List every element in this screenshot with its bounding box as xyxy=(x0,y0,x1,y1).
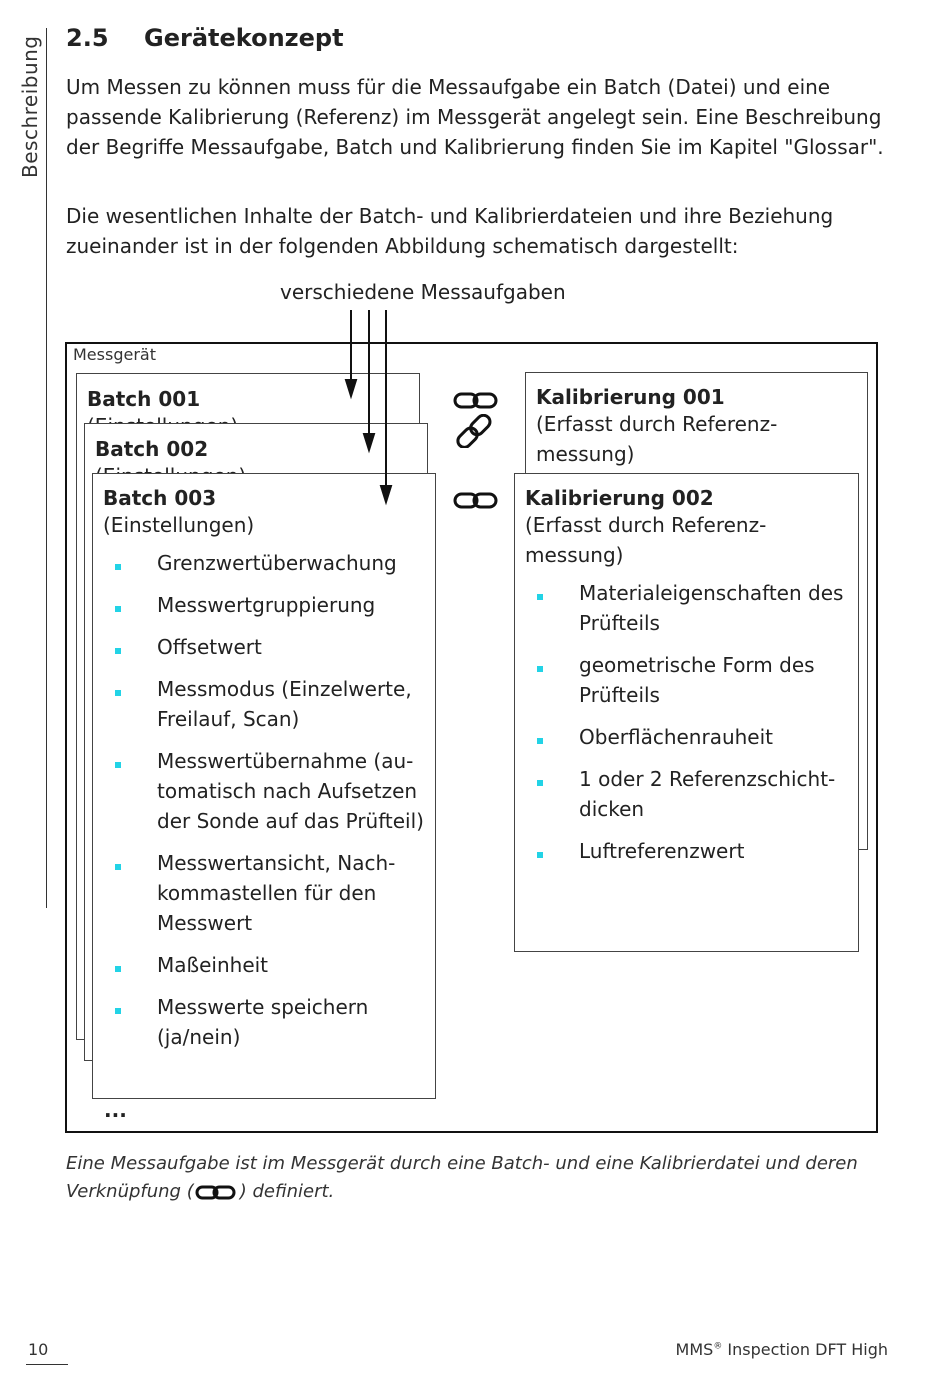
bullet-icon xyxy=(537,852,543,858)
chain-link-icon xyxy=(452,386,502,416)
figure-caption xyxy=(66,1150,896,1206)
list-item: Messwerte speichern (ja/nein) xyxy=(103,992,429,1052)
calibration-card-002 xyxy=(514,473,859,952)
device-frame-label: Messgerät xyxy=(73,345,156,364)
bullet-icon xyxy=(115,606,121,612)
bullet-icon xyxy=(537,594,543,600)
diagram-intro-paragraph: Die wesentlichen Inhalte der Batch- und Kalibrierdateien und ihre Beziehung zueinander ist in der folgenden Abbildung schematisch dargestellt: xyxy=(66,204,834,258)
bullet-icon xyxy=(537,780,543,786)
list-item: Messwertübernahme (au-tomatisch nach Aufsetzen der Sonde auf das Prüfteil) xyxy=(103,746,429,836)
batch-subtitle: (Einstellungen) xyxy=(103,513,255,537)
intro-paragraph: Um Messen zu können muss für die Messaufgabe ein Batch (Datei) und eine passende Kalibrierung (Referenz) im Messgerät angelegt sein. Eine Beschreibung der Begriffe Messaufgabe, Batch und Kalibrierung finden Sie im Kapitel "Glossar". xyxy=(66,75,884,159)
list-item: Luftreferenzwert xyxy=(525,836,852,866)
chain-link-broken-icon xyxy=(450,414,500,448)
batch-title: Batch 001 xyxy=(87,387,201,411)
bullet-icon xyxy=(115,648,121,654)
list-item: Grenzwertüberwachung xyxy=(103,548,429,578)
section-number: 2.5 xyxy=(66,24,109,52)
bullet-icon xyxy=(115,564,121,570)
diagram-top-label: verschiedene Messaufgaben xyxy=(280,280,566,304)
arrow-head-icon xyxy=(364,434,374,450)
bullet-icon xyxy=(115,864,121,870)
more-tasks-ellipsis: ... xyxy=(104,1098,127,1122)
batch-title: Batch 002 xyxy=(95,437,209,461)
calibration-properties-list xyxy=(525,578,852,866)
bullet-icon xyxy=(537,666,543,672)
list-item: Messwertgruppierung xyxy=(103,590,429,620)
chain-link-icon xyxy=(194,1182,240,1202)
chain-link-icon xyxy=(452,486,502,516)
bullet-icon xyxy=(537,738,543,744)
calibration-subtitle: (Erfasst durch Referenz-messung) xyxy=(525,513,767,567)
section-heading xyxy=(66,24,344,52)
chapter-tab-rule xyxy=(46,28,47,908)
list-item: Offsetwert xyxy=(103,632,429,662)
section-title: Gerätekonzept xyxy=(144,24,344,52)
bullet-icon xyxy=(115,1008,121,1014)
caption-text: Eine Messaufgabe ist im Messgerät durch eine Batch- und eine Kalibrierdatei und deren Verknüpfung ( xyxy=(66,1153,858,1202)
list-item: Messmodus (Einzelwerte, Freilauf, Scan) xyxy=(103,674,429,734)
batch-title: Batch 003 xyxy=(103,486,217,510)
batch-settings-list xyxy=(103,548,429,1052)
bullet-icon xyxy=(115,762,121,768)
calibration-title: Kalibrierung 001 xyxy=(536,385,725,409)
arrow-head-icon xyxy=(346,380,356,396)
batch-card-003 xyxy=(92,473,436,1099)
footer-product-title: MMS® Inspection DFT High xyxy=(675,1340,888,1359)
list-item: Messwertansicht, Nach-kommastellen für den Messwert xyxy=(103,848,429,938)
list-item: Oberflächenrauheit xyxy=(525,722,852,752)
bullet-icon xyxy=(115,690,121,696)
bullet-icon xyxy=(115,966,121,972)
caption-text-end: ) definiert. xyxy=(239,1181,335,1202)
list-item: geometrische Form des Prüfteils xyxy=(525,650,852,710)
list-item: 1 oder 2 Referenzschicht-dicken xyxy=(525,764,852,824)
calibration-subtitle: (Erfasst durch Referenz-messung) xyxy=(536,412,778,466)
page-number: 10 xyxy=(28,1340,49,1359)
arrow-head-icon xyxy=(381,486,391,502)
chapter-tab-label: Beschreibung xyxy=(18,35,42,178)
page-number-rule xyxy=(26,1364,68,1365)
list-item: Maßeinheit xyxy=(103,950,429,980)
calibration-title: Kalibrierung 002 xyxy=(525,486,714,510)
task-arrows xyxy=(330,310,410,510)
list-item: Materialeigenschaften des Prüfteils xyxy=(525,578,852,638)
